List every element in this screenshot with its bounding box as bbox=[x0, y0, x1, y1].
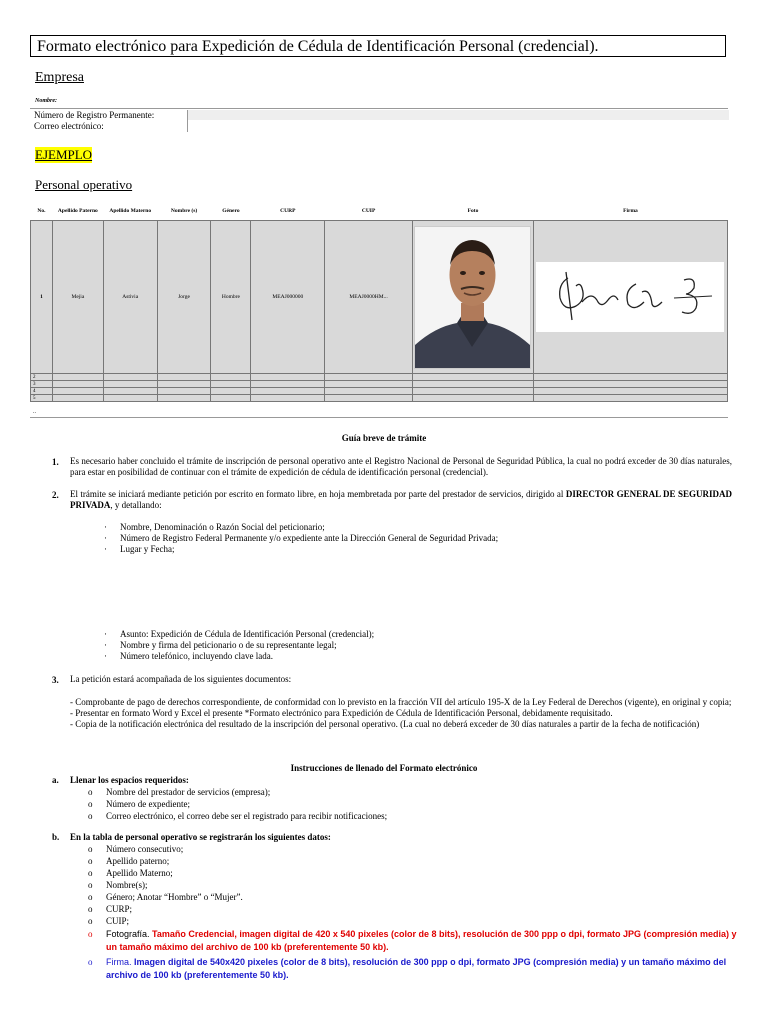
empresa-heading: Empresa bbox=[35, 70, 84, 85]
cell-cuip[interactable]: MEAJ0000HM... bbox=[325, 221, 413, 374]
header-firma: Firma bbox=[533, 202, 727, 221]
guia-title: Guía breve de trámite bbox=[341, 433, 427, 443]
ejemplo-label: EJEMPLO bbox=[35, 147, 93, 162]
header-nombre: Nombre (s) bbox=[157, 202, 211, 221]
section-b-marker: b. bbox=[52, 832, 60, 842]
cell-apellido-materno[interactable]: Astivia bbox=[103, 221, 157, 374]
paragraph-3: La petición estará acompañada de los siguientes documentos: bbox=[70, 674, 292, 684]
correo-label: Correo electrónico: bbox=[34, 121, 104, 131]
firma-label: Firma. bbox=[106, 957, 134, 967]
table-row bbox=[31, 374, 728, 381]
item-number-1: 1. bbox=[52, 457, 59, 467]
header-foto: Foto bbox=[412, 202, 533, 221]
header-apellido-materno: Apellido Materno bbox=[103, 202, 157, 221]
instrucciones-title: Instrucciones de llenado del Formato electrónico bbox=[290, 763, 478, 773]
cell-no[interactable]: 5 bbox=[31, 395, 53, 402]
list-item: o Correo electrónico, el correo debe ser el registrado para recibir notificaciones; bbox=[88, 811, 388, 821]
cell-nombre[interactable]: Jorge bbox=[157, 221, 211, 374]
list-item: o CURP; bbox=[88, 904, 133, 914]
header-cuip: CUIP bbox=[325, 202, 413, 221]
list-item: · Número de Registro Federal Permanente y/o expediente ante la Dirección General de Seguridad Privada; bbox=[104, 533, 499, 543]
foto-text: Tamaño Credencial, imagen digital de 420 x 540 pixeles (color de 8 bits), resolución de 300 ppp o dpi, formato JPG (compresión media) y un tamaño máximo del archivo de 100 kb (preferentemente 50 kb). bbox=[106, 929, 737, 952]
registro-field[interactable] bbox=[187, 110, 729, 120]
person-photo-icon bbox=[415, 227, 530, 368]
personal-table bbox=[30, 202, 728, 402]
paragraph-1: Es necesario haber concluido el trámite de inscripción de personal operativo ante el Registro Nacional de Personal de Seguridad Pública, la cual no podrá exceder de 30 días naturales, para estar en posibilidad de continuar con el trámite de expedición de cédula de identificación personal (credencial). bbox=[70, 456, 732, 477]
header-apellido-paterno: Apellido Paterno bbox=[52, 202, 103, 221]
list-item: · Nombre y firma del peticionario o de su representante legal; bbox=[104, 640, 337, 650]
section-a-marker: a. bbox=[52, 775, 59, 785]
list-item: - Copia de la notificación electrónica del resultado de la inscripción del personal operativo. (La cual no deberá exceder de 30 días naturales a partir de la fecha de notificación) bbox=[70, 719, 700, 729]
table-row bbox=[31, 388, 728, 395]
section-b-heading: En la tabla de personal operativo se registrarán los siguientes datos: bbox=[70, 832, 331, 842]
registro-block bbox=[30, 108, 728, 133]
signature-icon bbox=[536, 262, 724, 332]
list-item: - Comprobante de pago de derechos correspondiente, de conformidad con lo previsto en la fracción VII del artículo 195-X de la Ley Federal de Derechos (vigente), en original y copia; bbox=[70, 697, 732, 707]
item-number-3: 3. bbox=[52, 675, 59, 685]
cell-foto[interactable] bbox=[412, 221, 533, 374]
table-row bbox=[31, 221, 728, 374]
item-number-2: 2. bbox=[52, 490, 59, 500]
form-title: Formato electrónico para Expedición de Cédula de Identificación Personal (credencial). bbox=[30, 35, 726, 57]
cell-no[interactable]: 4 bbox=[31, 388, 53, 395]
signature-image bbox=[536, 262, 724, 332]
personal-heading: Personal operativo bbox=[35, 177, 133, 192]
cell-no[interactable]: 2 bbox=[31, 374, 53, 381]
continuation-dots: .. bbox=[33, 409, 36, 415]
person-photo bbox=[414, 226, 531, 369]
header-no: No. bbox=[31, 202, 53, 221]
table-row bbox=[31, 395, 728, 402]
list-item: o CUIP; bbox=[88, 916, 130, 926]
cell-curp[interactable]: MEAJ000000 bbox=[251, 221, 325, 374]
list-item: o Género; Anotar “Hombre” o “Mujer”. bbox=[88, 892, 243, 902]
cell-firma[interactable] bbox=[533, 221, 727, 374]
table-row bbox=[31, 381, 728, 388]
nombre-label: Nombre: bbox=[35, 98, 57, 104]
section-a-heading: Llenar los espacios requeridos: bbox=[70, 775, 189, 785]
firma-instruction: o Firma. Imagen digital de 540x420 pixeles (color de 8 bits), resolución de 300 ppp o dpi, formato JPG (compresión media) y un tamaño máximo del archivo de 100 kb (preferentemente 50 kb). bbox=[88, 957, 727, 980]
registro-label: Número de Registro Permanente: bbox=[34, 110, 155, 120]
foto-instruction: o Fotografía. Tamaño Credencial, imagen digital de 420 x 540 pixeles (color de 8 bits), resolución de 300 ppp o dpi, formato JPG (compresión media) y un tamaño máximo del archivo de 100 kb (preferentemente 50 kb). bbox=[88, 929, 737, 952]
list-item: o Nombre del prestador de servicios (empresa); bbox=[88, 787, 271, 797]
cell-genero[interactable]: Hombre bbox=[211, 221, 251, 374]
list-item: o Número de expediente; bbox=[88, 799, 190, 809]
list-item: o Apellido paterno; bbox=[88, 856, 170, 866]
list-item: · Lugar y Fecha; bbox=[104, 544, 175, 554]
bullet-list-2 bbox=[104, 629, 374, 662]
firma-text: Imagen digital de 540x420 pixeles (color de 8 bits), resolución de 300 ppp o dpi, formato JPG (compresión media) y un tamaño máximo del archivo de 100 kb (preferentemente 50 kb). bbox=[106, 957, 727, 980]
foto-label: Fotografía. bbox=[106, 929, 153, 939]
cell-no[interactable]: 3 bbox=[31, 381, 53, 388]
bullet-list-1 bbox=[104, 522, 498, 555]
list-item: - Presentar en formato Word y Excel el presente *Formato electrónico para Expedición de Cédula de Identificación Personal, debidamente requisitado. bbox=[70, 708, 613, 718]
section-b-list bbox=[88, 843, 243, 927]
list-item: o Apellido Materno; bbox=[88, 868, 173, 878]
cell-no[interactable]: 1 bbox=[31, 221, 53, 374]
cell-apellido-paterno[interactable]: Mejia bbox=[52, 221, 103, 374]
list-item: o Nombre(s); bbox=[88, 880, 148, 890]
header-curp: CURP bbox=[251, 202, 325, 221]
paragraph-2: El trámite se iniciará mediante petición por escrito en formato libre, en hoja membretada por parte del prestador de servicios, dirigido al DIRECTOR GENERAL DE SEGURIDAD PRIVADA, y detallando: bbox=[70, 489, 732, 510]
header-genero: Género bbox=[211, 202, 251, 221]
list-item: · Nombre, Denominación o Razón Social del peticionario; bbox=[104, 522, 325, 532]
list-item: o Número consecutivo; bbox=[88, 844, 184, 854]
section-a-list bbox=[88, 786, 387, 822]
divider bbox=[30, 417, 728, 418]
list-item: · Asunto: Expedición de Cédula de Identificación Personal (credencial); bbox=[104, 629, 375, 639]
list-item: · Número telefónico, incluyendo clave lada. bbox=[104, 651, 273, 661]
document-list bbox=[70, 697, 732, 730]
